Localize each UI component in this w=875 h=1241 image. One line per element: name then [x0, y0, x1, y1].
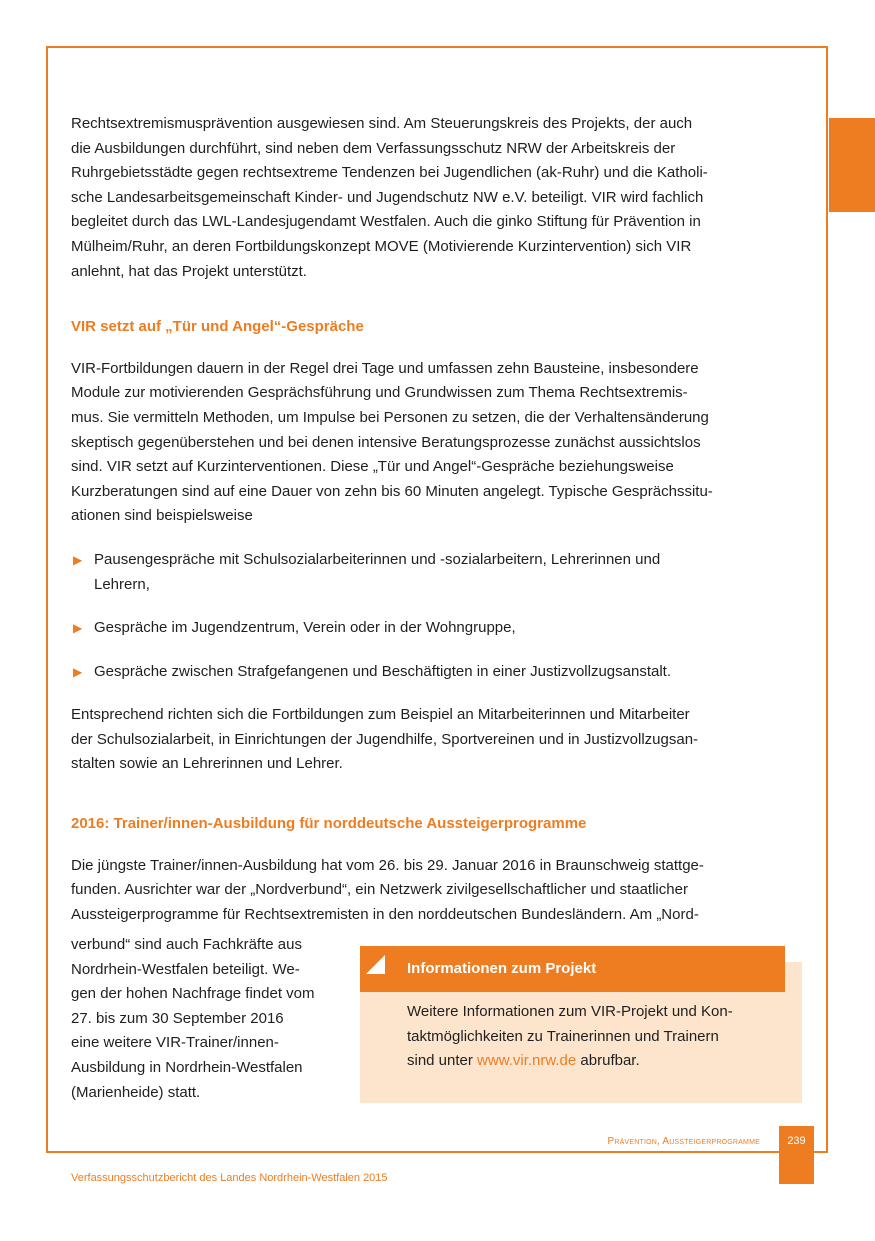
intro-paragraph — [71, 112, 783, 284]
vir-website-link[interactable]: www.vir.nrw.de — [477, 1052, 577, 1070]
text-line: Nordrhein-Westfalen beteiligt. We- — [71, 960, 300, 978]
running-header: Prävention, Aussteigerprogramme — [607, 1136, 760, 1147]
text-line: abrufbar. — [576, 1052, 640, 1070]
text-line: der Schulsozialarbeit, in Einrichtungen der Jugendhilfe, Sportvereinen und in Justizvollzugsan- — [71, 730, 699, 748]
footer-text: Verfassungsschutzbericht des Landes Nordrhein-Westfalen 2015 — [71, 1172, 388, 1184]
text-line: (Marienheide) statt. — [71, 1083, 201, 1101]
text-line: Entsprechend richten sich die Fortbildungen zum Beispiel an Mitarbeiterinnen und Mitarbeiter — [71, 706, 690, 724]
list-item — [71, 616, 783, 641]
text-line: Ruhrgebietsstädte gegen rechtsextreme Tendenzen bei Jugendlichen (ak-Ruhr) und die Katholi- — [71, 164, 708, 182]
infobox-title: Informationen zum Projekt — [407, 960, 597, 977]
page-number: 239 — [787, 1135, 806, 1147]
triangle-right-icon: ▶ — [73, 621, 83, 636]
infobox-header — [360, 946, 785, 992]
corner-triangle-icon — [366, 955, 385, 974]
text-line: eine weitere VIR-Trainer/innen- — [71, 1034, 279, 1052]
text-line: anlehnt, hat das Projekt unterstützt. — [71, 262, 307, 280]
paragraph-nordverbund-continued — [71, 933, 356, 1105]
text-line: 27. bis zum 30 September 2016 — [71, 1009, 284, 1027]
text-line: Kurzberatungen sind auf eine Dauer von zehn bis 60 Minuten angelegt. Typische Gesprächssitu- — [71, 482, 713, 500]
paragraph-zielgruppen — [71, 703, 783, 777]
text-line: funden. Ausrichter war der „Nordverbund“, ein Netzwerk zivilgesellschaftlicher und staatlicher — [71, 881, 688, 899]
paragraph-nordverbund — [71, 854, 783, 928]
triangle-right-icon: ▶ — [73, 664, 83, 679]
section-heading-trainer-ausbildung: 2016: Trainer/innen-Ausbildung für norddeutsche Aussteigerprogramme — [71, 815, 587, 833]
text-line: sind unter — [407, 1052, 478, 1070]
text-line: Module zur motivierenden Gesprächsführung und Grundwissen zum Thema Rechtsextremis- — [71, 384, 688, 402]
text-line: Weitere Informationen zum VIR-Projekt und Kon- — [407, 1003, 733, 1020]
page-number-box — [779, 1126, 814, 1184]
text-line: Mülheim/Ruhr, an deren Fortbildungskonzept MOVE (Motivierende Kurzintervention) sich VIR — [71, 237, 692, 255]
text-line: ationen sind beispielsweise — [71, 507, 253, 525]
paragraph-fortbildungen — [71, 357, 783, 529]
text-line: verbund“ sind auch Fachkräfte aus — [71, 936, 302, 953]
infobox-body — [407, 1000, 783, 1074]
list-item — [71, 660, 783, 685]
list-item — [71, 548, 783, 597]
text-line: stalten sowie an Lehrerinnen und Lehrer. — [71, 755, 343, 773]
text-line: begleitet durch das LWL-Landesjugendamt Westfalen. Auch die ginko Stiftung für Prävention in — [71, 213, 701, 231]
text-line: Aussteigerprogramme für Rechtsextremisten in den norddeutschen Bundesländern. Am „Nord- — [71, 905, 699, 923]
text-line: sche Landesarbeitsgemeinschaft Kinder- und Jugendschutz NW e.V. beteiligt. VIR wird fachlich — [71, 188, 704, 206]
text-line: Gespräche im Jugendzentrum, Verein oder in der Wohngruppe, — [94, 619, 516, 637]
text-line: skeptisch gegenüberstehen und bei denen intensive Beratungsprozesse zunächst aussichtslos — [71, 433, 701, 451]
text-line: Ausbildung in Nordrhein-Westfalen — [71, 1058, 303, 1076]
text-line: Die jüngste Trainer/innen-Ausbildung hat vom 26. bis 29. Januar 2016 in Braunschweig stattge- — [71, 856, 704, 874]
text-line: VIR-Fortbildungen dauern in der Regel drei Tage und umfassen zehn Bausteine, insbesondere — [71, 359, 699, 377]
main-text — [71, 112, 783, 927]
text-line: Lehrern, — [94, 575, 150, 593]
triangle-right-icon: ▶ — [73, 552, 83, 567]
situations-list — [71, 548, 783, 684]
text-line: mus. Sie vermitteln Methoden, um Impulse bei Personen zu setzen, die der Verhaltensänderung — [71, 408, 709, 426]
text-line: die Ausbildungen durchführt, sind neben dem Verfassungsschutz NRW der Arbeitskreis der — [71, 139, 676, 157]
text-line: Rechtsextremismusprävention ausgewiesen sind. Am Steuerungskreis des Projekts, der auch — [71, 115, 693, 132]
text-line: gen der hohen Nachfrage findet vom — [71, 985, 315, 1003]
text-line: sind. VIR setzt auf Kurzinterventionen. Diese „Tür und Angel“-Gespräche beziehungsweise — [71, 458, 674, 476]
chapter-tab — [829, 118, 875, 212]
text-line: Gespräche zwischen Strafgefangenen und Beschäftigten in einer Justizvollzugsanstalt. — [94, 662, 672, 680]
section-heading-tuer-und-angel: VIR setzt auf „Tür und Angel“-Gespräche — [71, 318, 364, 336]
text-line: taktmöglichkeiten zu Trainerinnen und Trainern — [407, 1027, 719, 1045]
text-line: Pausengespräche mit Schulsozialarbeiterinnen und -sozialarbeitern, Lehrerinnen und — [94, 550, 661, 568]
